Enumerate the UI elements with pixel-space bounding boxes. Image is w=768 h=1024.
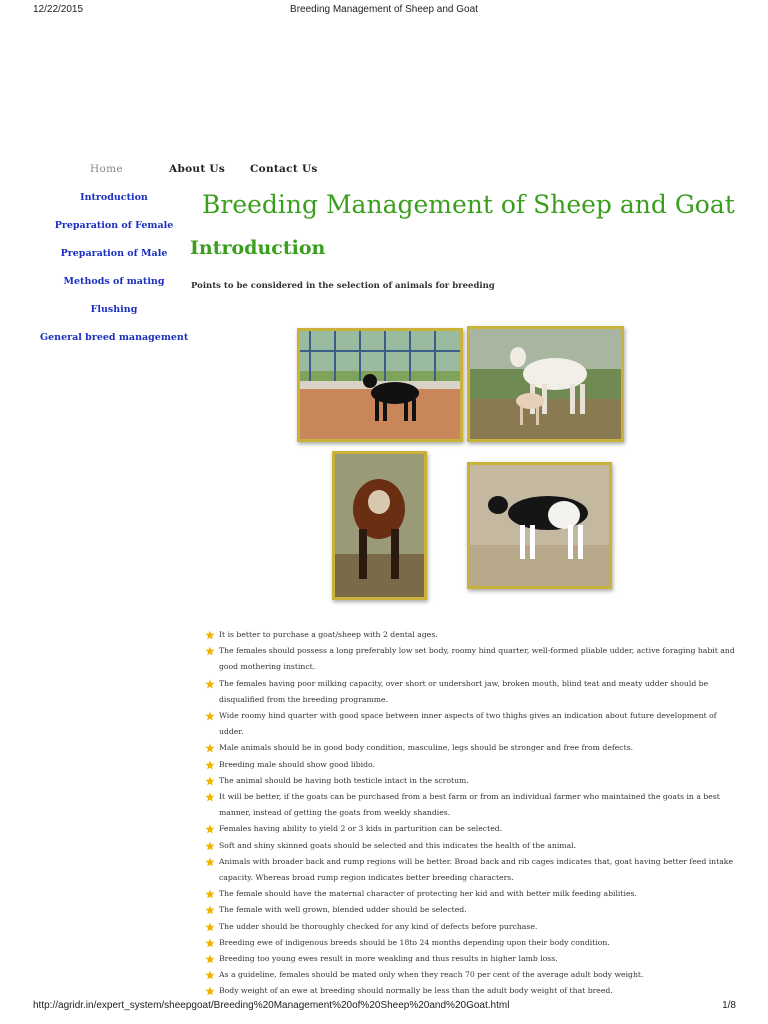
star-bullet-icon (205, 646, 215, 656)
list-item (205, 676, 740, 708)
photo-white-goat-kids (467, 326, 624, 442)
star-bullet-icon (205, 970, 215, 980)
list-item (205, 967, 740, 983)
list-item-text: It will be better, if the goats can be purchased from a best farm or from an individual farmer who maintained the goats in a best manner, instead of getting the goats from weekly shandies. (219, 792, 720, 818)
nav-home-link[interactable]: Home (90, 163, 123, 175)
star-bullet-icon (205, 743, 215, 753)
list-item-text: The female with well grown, blended udder should be selected. (219, 905, 467, 915)
sidebar-item-preparation-of-female[interactable]: Preparation of Female (54, 220, 174, 231)
star-bullet-icon (205, 841, 215, 851)
list-item-text: As a guideline, females should be mated only when they reach 70 per cent of the average adult body weight. (219, 970, 644, 980)
sidebar-item-general-breed-management[interactable]: General breed management (40, 332, 189, 343)
list-item (205, 708, 740, 740)
section-subtitle: Points to be considered in the selection of animals for breeding (191, 281, 495, 291)
nav-about-link[interactable]: About Us (169, 163, 226, 175)
list-item-text: The udder should be thoroughly checked for any kind of defects before purchase. (219, 921, 538, 931)
star-bullet-icon (205, 954, 215, 964)
page-number: 1/8 (722, 1000, 736, 1011)
list-item (205, 821, 740, 837)
list-item-text: The females should possess a long preferably low set body, roomy hind quarter, well-formed pliable udder, active foraging habit and good mothering instinct. (219, 646, 735, 672)
list-item (205, 643, 740, 675)
star-bullet-icon (205, 792, 215, 802)
list-item-text: The female should have the maternal character of protecting her kid and with better milk feeding abilities. (219, 889, 637, 899)
print-footer (0, 994, 768, 1024)
section-heading: Introduction (190, 237, 326, 259)
list-item-text: Soft and shiny skinned goats should be selected and this indicates the health of the animal. (219, 840, 577, 850)
print-date: 12/22/2015 (33, 4, 84, 15)
list-item-text: Breeding too young ewes result in more weakling and thus results in higher lamb loss. (219, 954, 558, 964)
list-item-text: Breeding male should show good libido. (219, 759, 375, 769)
list-item-text: Animals with broader back and rump regions will be better. Broad back and rib cages indicates that, goat having better feed intake capacity. Whereas broad rump region indicates better breeding characters. (219, 856, 733, 883)
list-item (205, 789, 740, 821)
list-item (205, 902, 740, 918)
sidebar-item-introduction[interactable]: Introduction (80, 192, 148, 203)
list-item-text: Body weight of an ewe at breeding should normally be less than the adult body weight of that breed. (219, 986, 613, 996)
star-bullet-icon (205, 776, 215, 786)
list-item (205, 919, 740, 935)
photo-brown-goat-rear (332, 451, 427, 600)
star-bullet-icon (205, 824, 215, 834)
list-item (205, 935, 740, 951)
list-item-text: The animal should be having both testicle intact in the scrotum. (219, 775, 469, 785)
selection-points-list (205, 627, 740, 1000)
photo-black-goat-pen (297, 328, 463, 442)
list-item (205, 886, 740, 902)
star-bullet-icon (205, 922, 215, 932)
list-item-text: It is better to purchase a goat/sheep with 2 dental ages. (219, 630, 438, 639)
star-bullet-icon (205, 630, 215, 640)
star-bullet-icon (205, 760, 215, 770)
list-item (205, 627, 740, 643)
sidebar-item-preparation-of-male[interactable]: Preparation of Male (60, 248, 168, 259)
list-item (205, 757, 740, 773)
list-item-text: Females having ability to yield 2 or 3 kids in parturition can be selected. (219, 824, 503, 834)
star-bullet-icon (205, 857, 215, 867)
list-item-text: Breeding ewe of indigenous breeds should be 18to 24 months depending upon their body condition. (219, 937, 610, 947)
list-item (205, 951, 740, 967)
sidebar-item-flushing[interactable]: Flushing (90, 304, 138, 315)
list-item-text: Male animals should be in good body condition, masculine, legs should be stronger and free from defects. (219, 743, 634, 753)
list-item (205, 854, 740, 886)
photo-black-white-goat (467, 462, 612, 589)
print-url: http://agridr.in/expert_system/sheepgoat/Breeding%20Management%20of%20Sheep%20and%20Goat.html (33, 1000, 510, 1011)
list-item-text: The females having poor milking capacity, over short or undershort jaw, broken mouth, blind teat and meaty udder should be disqualified from the breeding programme. (219, 678, 709, 704)
list-item (205, 773, 740, 789)
nav-contact-link[interactable]: Contact Us (250, 163, 318, 175)
sidebar-item-methods-of-mating[interactable]: Methods of mating (63, 276, 165, 287)
print-title: Breeding Management of Sheep and Goat (290, 4, 478, 15)
sidebar-nav (40, 192, 188, 360)
page-title: Breeding Management of Sheep and Goat (202, 190, 735, 219)
list-item (205, 740, 740, 756)
star-bullet-icon (205, 938, 215, 948)
star-bullet-icon (205, 889, 215, 899)
star-bullet-icon (205, 679, 215, 689)
star-bullet-icon (205, 905, 215, 915)
list-item-text: Wide roomy hind quarter with good space between inner aspects of two thighs gives an indication about future development of udder. (219, 711, 717, 737)
list-item (205, 838, 740, 854)
print-header (0, 0, 768, 20)
star-bullet-icon (205, 711, 215, 721)
